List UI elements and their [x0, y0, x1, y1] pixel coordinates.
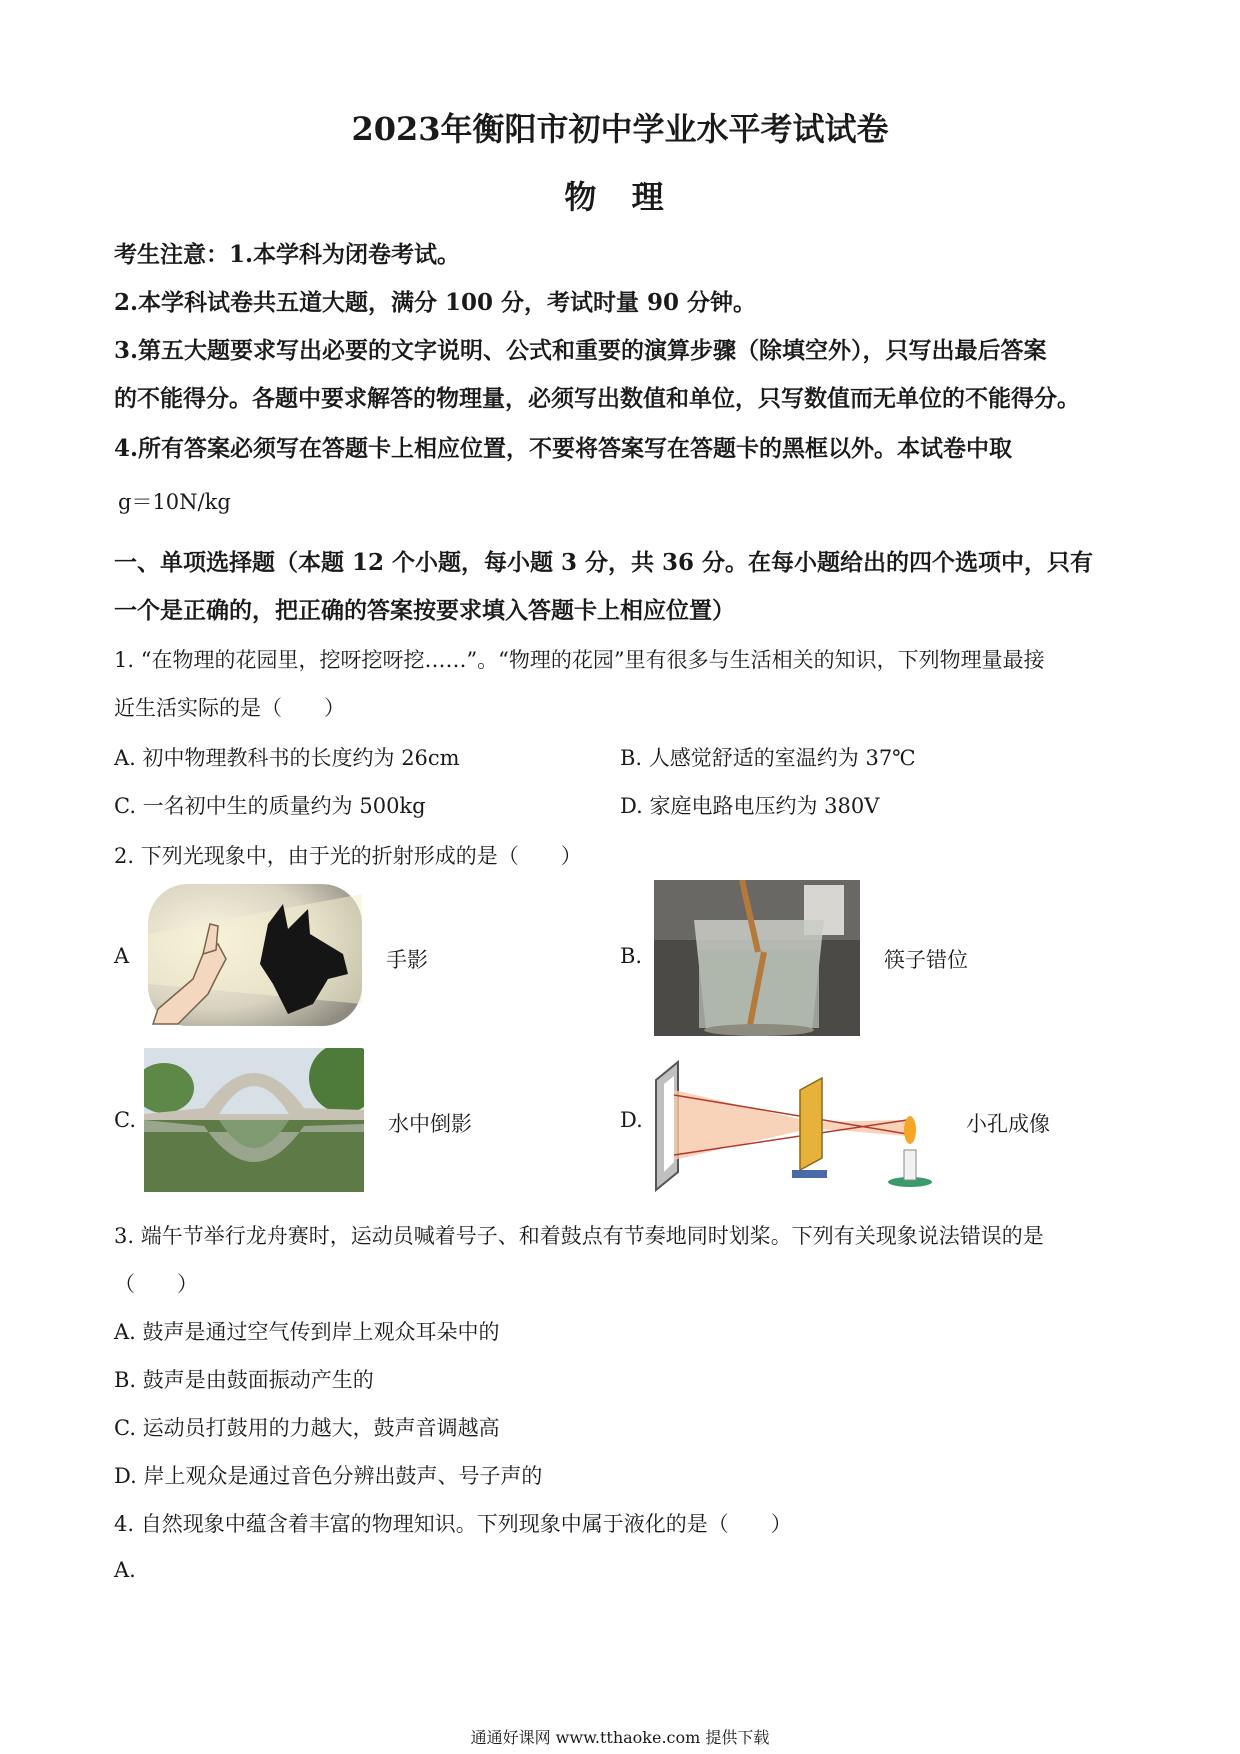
q3-stem-b: （ ） — [114, 1272, 198, 1296]
notice-line-4: 4.所有答案必须写在答题卡上相应位置，不要将答案写在答题卡的黑框以外。本试卷中取 — [114, 435, 1013, 462]
chopstick-glass-image — [654, 880, 860, 1036]
q2-caption-a: 手影 — [386, 948, 428, 972]
bridge-reflection-image — [144, 1048, 364, 1192]
q1-stem-b: 近生活实际的是（ ） — [114, 696, 345, 720]
q1-stem-a: 1. “在物理的花园里，挖呀挖呀挖……”。“物理的花园”里有很多与生活相关的知识，下列物理量最接 — [114, 648, 1045, 672]
exam-title: 2023年衡阳市初中学业水平考试试卷 — [351, 110, 889, 148]
q3-stem-a: 3. 端午节举行龙舟赛时，运动员喊着号子、和着鼓点有节奏地同时划桨。下列有关现象说法错误的是 — [114, 1224, 1044, 1248]
q2-caption-c: 水中倒影 — [388, 1112, 472, 1136]
notice-line-1: 考生注意：1.本学科为闭卷考试。 — [114, 241, 461, 268]
section-heading-b: 一个是正确的，把正确的答案按要求填入答题卡上相应位置） — [114, 597, 735, 624]
q1-option-a: A. 初中物理教科书的长度约为 26cm — [114, 746, 460, 770]
q2-stem: 2. 下列光现象中，由于光的折射形成的是（ ） — [114, 844, 582, 868]
footer-source: 通通好课网 www.tthaoke.com 提供下载 — [470, 1728, 770, 1747]
q4-stem: 4. 自然现象中蕴含着丰富的物理知识。下列现象中属于液化的是（ ） — [114, 1512, 792, 1536]
q1-option-c: C. 一名初中生的质量约为 500kg — [114, 794, 426, 818]
pinhole-diagram-image — [652, 1050, 940, 1192]
q2-caption-d: 小孔成像 — [966, 1112, 1050, 1136]
q1-option-b: B. 人感觉舒适的室温约为 37℃ — [620, 746, 916, 770]
q4-option-a: A. — [114, 1558, 136, 1582]
q3-option-b: B. 鼓声是由鼓面振动产生的 — [114, 1368, 374, 1392]
section-heading-a: 一、单项选择题（本题 12 个小题，每小题 3 分，共 36 分。在每小题给出的四个选项中，只有 — [114, 549, 1094, 576]
notice-line-2: 2.本学科试卷共五道大题，满分 100 分，考试时量 90 分钟。 — [114, 289, 757, 316]
q3-option-a: A. 鼓声是通过空气传到岸上观众耳朵中的 — [114, 1320, 500, 1344]
q1-option-d: D. 家庭电路电压约为 380V — [620, 794, 880, 818]
q2-letter-a: A — [114, 944, 130, 968]
notice-line-3b: 的不能得分。各题中要求解答的物理量，必须写出数值和单位，只写数值而无单位的不能得分。 — [114, 385, 1080, 412]
q2-letter-b: B. — [620, 944, 643, 968]
hand-shadow-image — [148, 884, 362, 1026]
notice-line-3a: 3.第五大题要求写出必要的文字说明、公式和重要的演算步骤（除填空外），只写出最后答案 — [114, 337, 1047, 364]
gravity-constant: g＝10N/kg — [118, 490, 231, 514]
subject-title: 物 理 — [564, 178, 676, 216]
q3-option-d: D. 岸上观众是通过音色分辨出鼓声、号子声的 — [114, 1464, 543, 1488]
q3-option-c: C. 运动员打鼓用的力越大，鼓声音调越高 — [114, 1416, 500, 1440]
q2-letter-d: D. — [620, 1108, 643, 1132]
q2-letter-c: C. — [114, 1108, 136, 1132]
q2-caption-b: 筷子错位 — [884, 948, 968, 972]
